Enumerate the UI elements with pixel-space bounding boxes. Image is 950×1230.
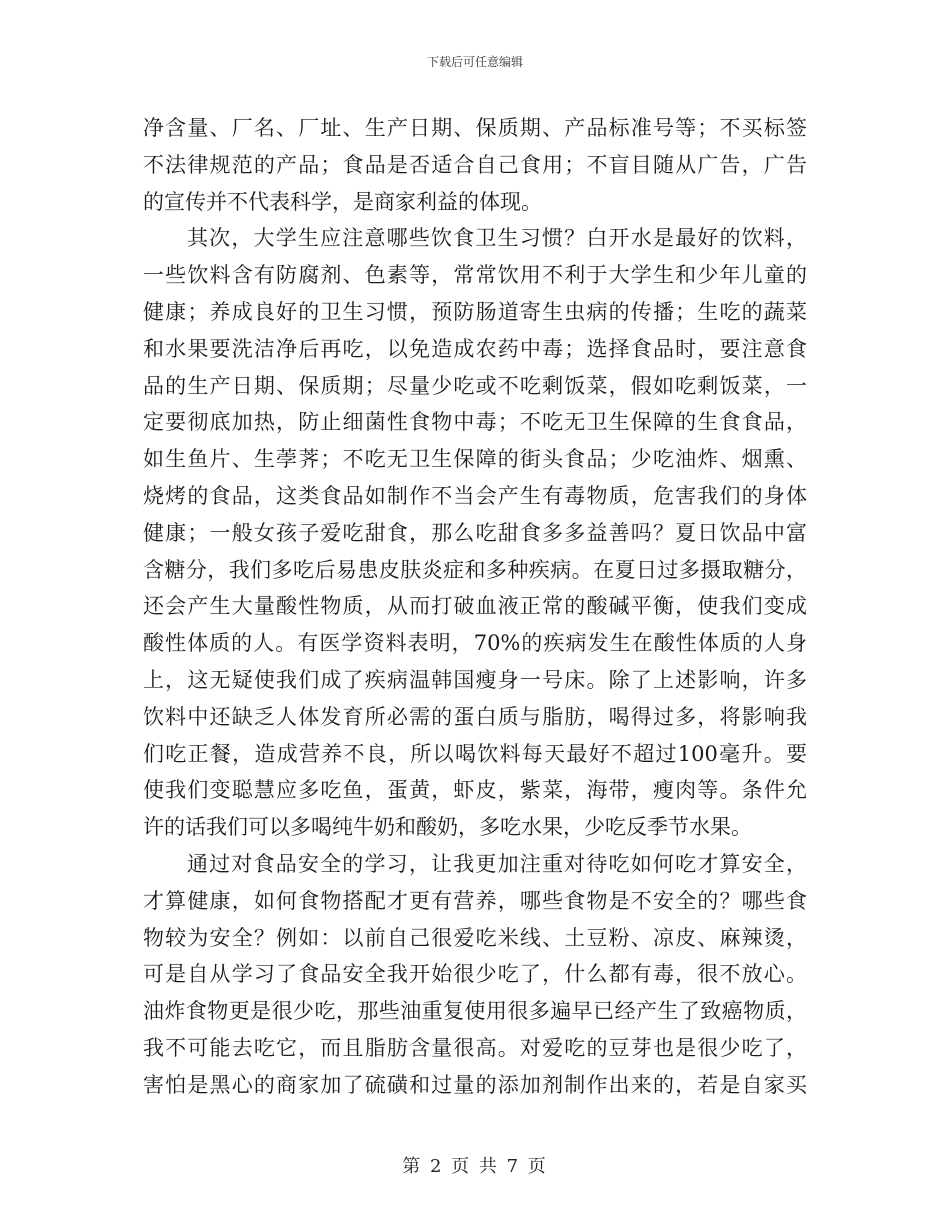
text-line: 其次，大学生应注意哪些饮食卫生习惯？白开水是最好的饮料， — [187, 226, 807, 251]
text-line: 们吃正餐，造成营养不良，所以喝饮料每天最好不超过100毫升。要 — [143, 741, 807, 766]
document-body — [143, 110, 807, 1104]
text-line: 才算健康，如何食物搭配才更有营养，哪些食物是不安全的？哪些食 — [143, 888, 807, 913]
text-line: 和水果要洗洁净后再吃，以免造成农药中毒；选择食品时，要注意食 — [143, 336, 807, 361]
text-line: 害怕是黑心的商家加了硫磺和过量的添加剂制作出来的，若是自家买 — [143, 1072, 807, 1097]
text-line: 油炸食物更是很少吃，那些油重复使用很多遍早已经产生了致癌物质， — [143, 999, 807, 1024]
text-line: 物较为安全？例如：以前自己很爱吃米线、土豆粉、凉皮、麻辣烫， — [143, 925, 807, 950]
text-line: 定要彻底加热，防止细菌性食物中毒；不吃无卫生保障的生食食品， — [143, 410, 807, 435]
text-line: 含糖分，我们多吃后易患皮肤炎症和多种疾病。在夏日过多摄取糖分， — [143, 557, 807, 582]
text-line: 饮料中还缺乏人体发育所必需的蛋白质与脂肪，喝得过多，将影响我 — [143, 704, 807, 729]
text-line: 上，这无疑使我们成了疾病温韩国瘦身一号床。除了上述影响，许多 — [143, 667, 807, 692]
text-line: 如生鱼片、生荸荠；不吃无卫生保障的街头食品；少吃油炸、烟熏、 — [143, 447, 807, 472]
text-line: 健康；养成良好的卫生习惯，预防肠道寄生虫病的传播；生吃的蔬菜 — [143, 299, 807, 324]
text-line: 我不可能去吃它，而且脂肪含量很高。对爱吃的豆芽也是很少吃了， — [143, 1035, 807, 1060]
text-line: 还会产生大量酸性物质，从而打破血液正常的酸碱平衡，使我们变成 — [143, 594, 807, 619]
text-line: 使我们变聪慧应多吃鱼，蛋黄，虾皮，紫菜，海带，瘦肉等。条件允 — [143, 778, 807, 803]
text-line: 净含量、厂名、厂址、生产日期、保质期、产品标准号等；不买标签 — [143, 116, 807, 140]
page-footer-page-number: 第 2 页 共 7 页 — [402, 1156, 548, 1177]
text-line: 烧烤的食品，这类食品如制作不当会产生有毒物质，危害我们的身体 — [143, 483, 807, 508]
text-line: 品的生产日期、保质期；尽量少吃或不吃剩饭菜，假如吃剩饭菜，一 — [143, 373, 807, 398]
text-line: 一些饮料含有防腐剂、色素等，常常饮用不利于大学生和少年儿童的 — [143, 263, 807, 288]
page-header: 下载后可任意编辑 — [426, 55, 523, 69]
text-line: 健康；一般女孩子爱吃甜食，那么吃甜食多多益善吗？夏日饮品中富 — [143, 520, 807, 545]
text-line: 不法律规范的产品；食品是否适合自己食用；不盲目随从广告，广告 — [143, 152, 807, 177]
text-line: 可是自从学习了食品安全我开始很少吃了，什么都有毒，很不放心。 — [143, 962, 807, 987]
text-line: 通过对食品安全的学习，让我更加注重对待吃如何吃才算安全， — [187, 851, 807, 876]
text-line: 许的话我们可以多喝纯牛奶和酸奶，多吃水果，少吃反季节水果。 — [143, 815, 752, 840]
text-line: 的宣传并不代表科学，是商家利益的体现。 — [143, 189, 542, 214]
text-line: 酸性体质的人。有医学资料表明，70%的疾病发生在酸性体质的人身 — [143, 631, 807, 656]
